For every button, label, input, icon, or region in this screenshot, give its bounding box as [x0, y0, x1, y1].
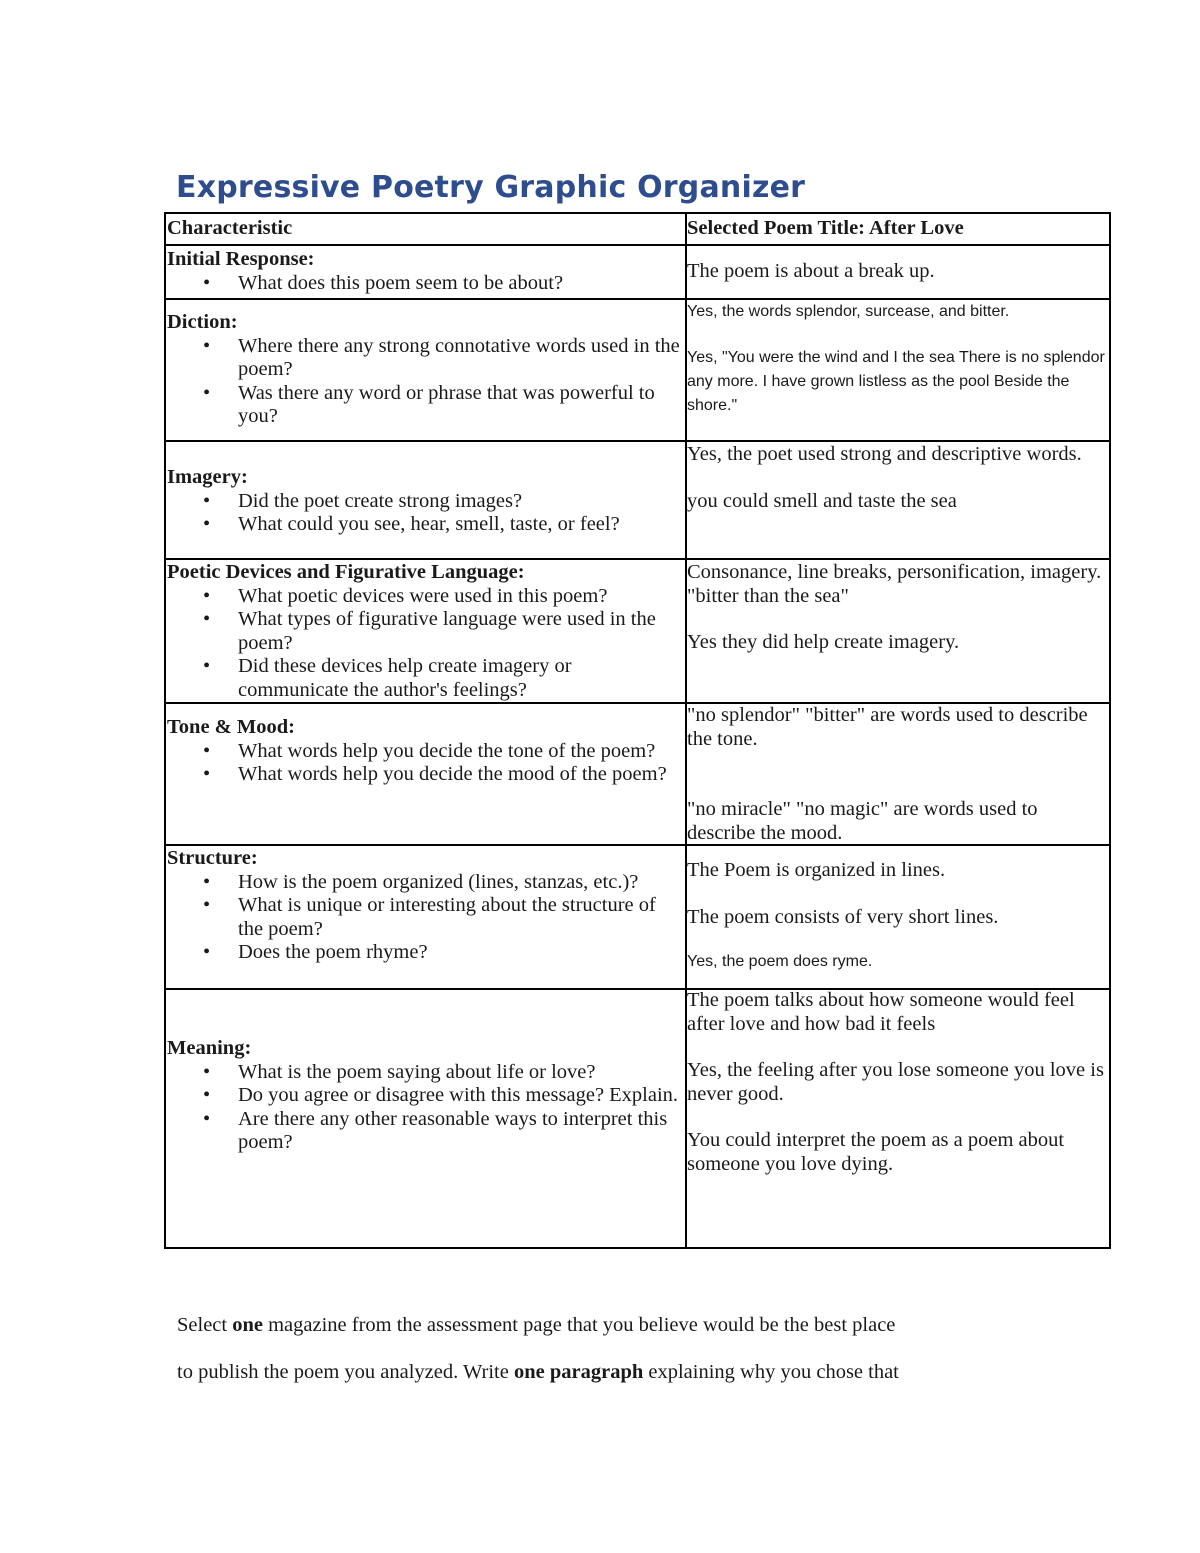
- row-imagery: [167, 466, 682, 537]
- answer-imagery: [687, 443, 1107, 513]
- answer-tone-mood: [687, 704, 1107, 845]
- row-divider: [166, 440, 1111, 442]
- row-title: Initial Response:: [167, 248, 315, 270]
- answer-poetic-devices: [687, 561, 1107, 655]
- question-item: • What types of figurative language were used in the poem?: [167, 608, 682, 655]
- answer-diction: [687, 300, 1107, 418]
- question-item: • Where there any strong connotative words used in the poem?: [167, 335, 682, 382]
- question-item: • What words help you decide the mood of the poem?: [167, 763, 682, 787]
- answer-text: You could interpret the poem as a poem about someone you love dying.: [687, 1129, 1065, 1175]
- instructions-line-1: Select one magazine from the assessment page that you believe would be the best place: [177, 1314, 896, 1336]
- answer-meaning: [687, 989, 1107, 1176]
- answer-text: Yes they did help create imagery.: [687, 631, 960, 653]
- header-characteristic: Characteristic: [167, 217, 293, 239]
- row-diction: [167, 311, 682, 429]
- answer-text: "no miracle" "no magic" are words used to describe the mood.: [687, 798, 1038, 844]
- row-initial-response: [167, 248, 682, 295]
- row-title: Diction:: [167, 311, 238, 333]
- organizer-table: [164, 212, 1111, 1249]
- row-divider: [166, 702, 685, 704]
- question-item: • What poetic devices were used in this poem?: [167, 585, 682, 609]
- question-item: • What words help you decide the tone of the poem?: [167, 740, 682, 764]
- question-item: • Was there any word or phrase that was powerful to you?: [167, 382, 682, 429]
- row-title: Meaning:: [167, 1037, 252, 1059]
- answer-text: Yes, "You were the wind and I the sea There is no splendor any more. I have grown listless as the pool Beside the shore.": [687, 349, 1105, 414]
- row-structure: [167, 847, 682, 965]
- answer-structure: [687, 859, 1107, 974]
- answer-text: Consonance, line breaks, personification, imagery.: [687, 561, 1102, 583]
- answer-text: The Poem is organized in lines.: [687, 859, 946, 881]
- row-title: Imagery:: [167, 466, 248, 488]
- question-item: • Are there any other reasonable ways to interpret this poem?: [167, 1108, 682, 1155]
- answer-text: "no splendor" "bitter" are words used to describe the tone.: [687, 704, 1088, 750]
- header-poem-title: Selected Poem Title: After Love: [687, 217, 964, 239]
- answer-text: Yes, the feeling after you lose someone you love is never good.: [687, 1059, 1104, 1105]
- question-item: • What could you see, hear, smell, taste, or feel?: [167, 513, 682, 537]
- answer-text: you could smell and taste the sea: [687, 489, 957, 512]
- question-item: • Did the poet create strong images?: [167, 490, 682, 514]
- question-item: • What is unique or interesting about the structure of the poem?: [167, 894, 682, 941]
- question-item: • What does this poem seem to be about?: [167, 272, 682, 296]
- page-title: Expressive Poetry Graphic Organizer: [176, 170, 806, 205]
- answer-text: The poem talks about how someone would feel after love and how bad it feels: [687, 989, 1075, 1035]
- instructions-line-2: to publish the poem you analyzed. Write one paragraph explaining why you chose that: [177, 1361, 899, 1383]
- question-item: • Did these devices help create imagery or communicate the author's feelings?: [167, 655, 682, 702]
- row-divider: [166, 244, 1111, 246]
- question-item: • Does the poem rhyme?: [167, 941, 682, 965]
- row-title: Structure:: [167, 847, 258, 869]
- answer-text: The poem consists of very short lines.: [687, 905, 999, 928]
- question-item: • What is the poem saying about life or love?: [167, 1061, 682, 1085]
- row-divider: [166, 298, 685, 300]
- row-title: Poetic Devices and Figurative Language:: [167, 561, 525, 583]
- question-item: • How is the poem organized (lines, stanzas, etc.)?: [167, 871, 682, 895]
- row-tone-mood: [167, 716, 682, 787]
- question-item: • Do you agree or disagree with this message? Explain.: [167, 1084, 682, 1108]
- answer-text: Yes, the poet used strong and descriptive words.: [687, 443, 1082, 465]
- answer-text: Yes, the words splendor, surcease, and bitter.: [687, 303, 1010, 320]
- answer-text: "bitter than the sea": [687, 584, 849, 607]
- answer-text: The poem is about a break up.: [687, 260, 935, 282]
- row-poetic-devices: [167, 561, 682, 702]
- row-title: Tone & Mood:: [167, 716, 295, 738]
- answer-text: Yes, the poem does ryme.: [687, 953, 873, 970]
- row-divider: [166, 558, 1111, 560]
- answer-initial-response: [687, 260, 1107, 284]
- row-meaning: [167, 1037, 682, 1155]
